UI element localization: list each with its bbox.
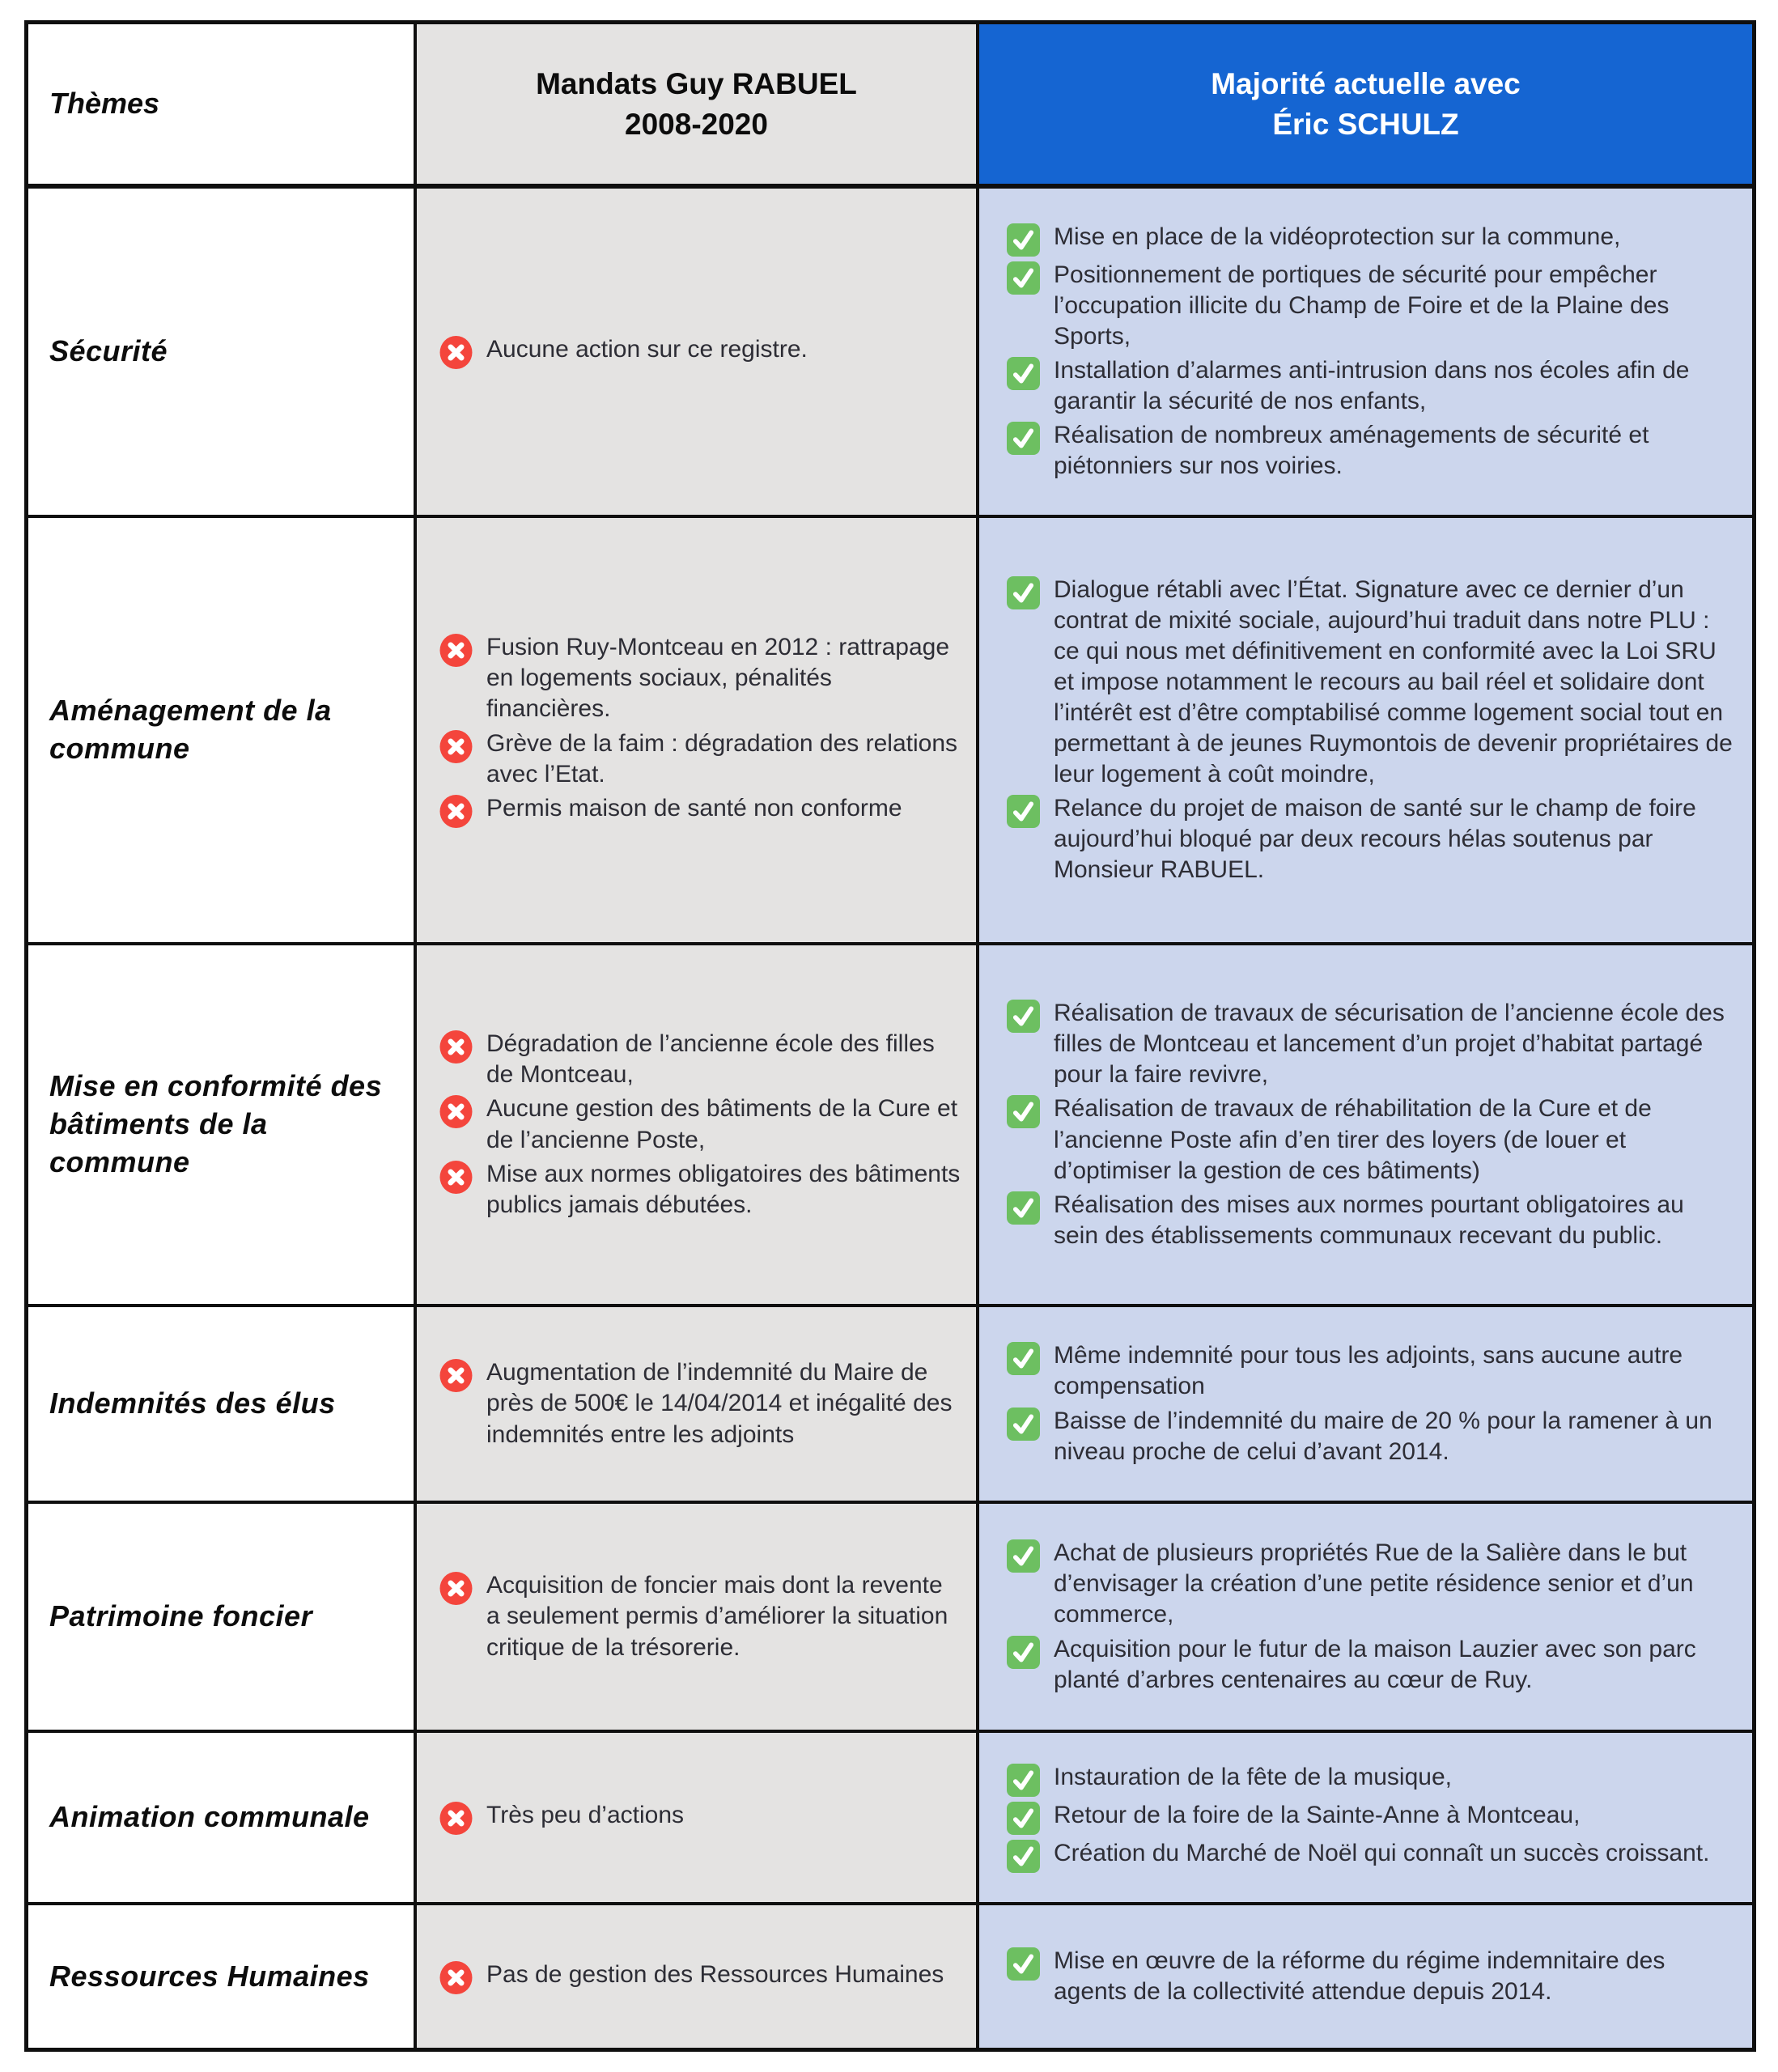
- check-icon: [1007, 1840, 1040, 1873]
- achievement-list: [1007, 1538, 1734, 1695]
- theme-cell: [28, 945, 417, 1304]
- item-text: Instauration de la fête de la musique,: [1054, 1764, 1452, 1790]
- achievement-item: [1007, 1538, 1734, 1630]
- criticism-item: [439, 632, 961, 724]
- criticism-list: [439, 1029, 961, 1221]
- check-icon: [1007, 1095, 1040, 1128]
- achievement-list: [1007, 998, 1734, 1251]
- rabuel-cell: [417, 1905, 979, 2048]
- criticism-item: [439, 1029, 961, 1090]
- check-icon: [1007, 1000, 1040, 1033]
- table-row: [28, 189, 1752, 518]
- achievement-list: [1007, 1762, 1734, 1873]
- achievement-item: [1007, 1406, 1734, 1467]
- theme-cell: [28, 1307, 417, 1501]
- criticism-item: [439, 1357, 961, 1450]
- item-text: Aucune gestion des bâtiments de la Cure et de l’ancienne Poste,: [486, 1095, 958, 1153]
- schulz-header-label: [1211, 64, 1521, 145]
- achievement-item: [1007, 1946, 1734, 2007]
- check-icon: [1007, 1764, 1040, 1797]
- item-text: Positionnement de portiques de sécurité pour empêcher l’occupation illicite du Champ de Foire et de la Plaine des Sports,: [1054, 261, 1670, 350]
- criticism-item: [439, 1093, 961, 1155]
- schulz-header-line1: Majorité actuelle avec: [1211, 66, 1521, 100]
- rabuel-cell: [417, 1307, 979, 1501]
- table-header-row: [28, 24, 1752, 189]
- achievement-item: [1007, 1093, 1734, 1186]
- achievement-item: [1007, 1762, 1734, 1797]
- rabuel-cell: [417, 1733, 979, 1902]
- item-text: Relance du projet de maison de santé sur le champ de foire aujourd’hui bloqué par deux recours hélas soutenus par Monsieur RABUEL.: [1054, 795, 1696, 884]
- theme-cell: [28, 1504, 417, 1730]
- achievement-list: [1007, 1340, 1734, 1467]
- theme-label: Indemnités des élus: [49, 1386, 336, 1420]
- criticism-list: [439, 1570, 961, 1662]
- rabuel-cell: [417, 1504, 979, 1730]
- theme-cell: [28, 518, 417, 942]
- schulz-cell: [979, 189, 1752, 515]
- item-text: Mise aux normes obligatoires des bâtiments publics jamais débutées.: [486, 1160, 961, 1218]
- criticism-item: [439, 1570, 961, 1662]
- schulz-cell: [979, 1504, 1752, 1730]
- schulz-cell: [979, 1307, 1752, 1501]
- item-text: Grève de la faim : dégradation des relations avec l’Etat.: [486, 729, 957, 788]
- criticism-list: [439, 632, 961, 827]
- schulz-cell: [979, 945, 1752, 1304]
- criticism-item: [439, 1959, 961, 1994]
- rabuel-cell: [417, 189, 979, 515]
- rabuel-header-line2: 2008-2020: [625, 107, 768, 141]
- item-text: Dégradation de l’ancienne école des filles de Montceau,: [486, 1030, 935, 1089]
- theme-label: Aménagement de la commune: [49, 694, 332, 765]
- cross-icon: [439, 1802, 473, 1835]
- achievement-list: [1007, 1946, 1734, 2007]
- item-text: Retour de la foire de la Sainte-Anne à Montceau,: [1054, 1802, 1581, 1828]
- table-row: [28, 1504, 1752, 1733]
- header-schulz: [979, 24, 1752, 184]
- theme-label: Mise en conformité des bâtiments de la commune: [49, 1069, 383, 1178]
- criticism-list: [439, 1959, 961, 1994]
- schulz-cell: [979, 518, 1752, 942]
- check-icon: [1007, 223, 1040, 257]
- criticism-item: [439, 793, 961, 828]
- cross-icon: [439, 730, 473, 763]
- check-icon: [1007, 357, 1040, 390]
- achievement-item: [1007, 1800, 1734, 1835]
- item-text: Pas de gestion des Ressources Humaines: [486, 1960, 944, 1988]
- achievement-item: [1007, 998, 1734, 1090]
- item-text: Réalisation de nombreux aménagements de sécurité et piétonniers sur nos voiries.: [1054, 422, 1649, 480]
- item-text: Création du Marché de Noël qui connaît un succès croissant.: [1054, 1840, 1710, 1866]
- theme-label: Sécurité: [49, 334, 168, 368]
- check-icon: [1007, 795, 1040, 828]
- item-text: Permis maison de santé non conforme: [486, 794, 902, 822]
- criticism-item: [439, 1800, 961, 1835]
- item-text: Acquisition pour le futur de la maison Lauzier avec son parc planté d’arbres centenaires au cœur de Ruy.: [1054, 1635, 1696, 1693]
- achievement-item: [1007, 222, 1734, 257]
- check-icon: [1007, 1191, 1040, 1225]
- item-text: Achat de plusieurs propriétés Rue de la Salière dans le but d’envisager la création d’une petite résidence senior et d’un commerce,: [1054, 1539, 1694, 1628]
- item-text: Réalisation de travaux de sécurisation de l’ancienne école des filles de Montceau et lancement d’un projet d’habitat partagé pour la faire revivre,: [1054, 1000, 1725, 1089]
- table-row: [28, 1307, 1752, 1504]
- achievement-item: [1007, 1634, 1734, 1696]
- item-text: Aucune action sur ce registre.: [486, 336, 808, 363]
- comparison-table: [24, 20, 1756, 2052]
- header-themes: [28, 24, 417, 184]
- cross-icon: [439, 1030, 473, 1064]
- cross-icon: [439, 336, 473, 369]
- rabuel-header-label: [536, 64, 857, 145]
- item-text: Installation d’alarmes anti-intrusion dans nos écoles afin de garantir la sécurité de nos enfants,: [1054, 356, 1690, 415]
- achievement-item: [1007, 355, 1734, 417]
- achievement-item: [1007, 793, 1734, 885]
- item-text: Baisse de l’indemnité du maire de 20 % pour la ramener à un niveau proche de celui d’avant 2014.: [1054, 1407, 1712, 1465]
- item-text: Mise en place de la vidéoprotection sur la commune,: [1054, 223, 1621, 250]
- rabuel-cell: [417, 945, 979, 1304]
- cross-icon: [439, 634, 473, 667]
- table-row: [28, 1733, 1752, 1905]
- table-row: [28, 1905, 1752, 2048]
- item-text: Fusion Ruy-Montceau en 2012 : rattrapage en logements sociaux, pénalités financières.: [486, 634, 950, 723]
- cross-icon: [439, 1961, 473, 1994]
- theme-label: Animation communale: [49, 1800, 370, 1834]
- check-icon: [1007, 1539, 1040, 1573]
- rabuel-header-line1: Mandats Guy RABUEL: [536, 66, 857, 100]
- achievement-item: [1007, 1190, 1734, 1251]
- schulz-cell: [979, 1905, 1752, 2048]
- achievement-list: [1007, 575, 1734, 886]
- achievement-item: [1007, 260, 1734, 352]
- achievement-item: [1007, 575, 1734, 791]
- check-icon: [1007, 422, 1040, 455]
- item-text: Réalisation des mises aux normes pourtant obligatoires au sein des établissements communaux recevant du public.: [1054, 1191, 1684, 1249]
- table-row: [28, 945, 1752, 1307]
- rabuel-cell: [417, 518, 979, 942]
- item-text: Très peu d’actions: [486, 1802, 685, 1828]
- themes-header-label: Thèmes: [49, 87, 160, 121]
- criticism-list: [439, 334, 961, 369]
- criticism-list: [439, 1800, 961, 1835]
- check-icon: [1007, 1947, 1040, 1981]
- check-icon: [1007, 1802, 1040, 1835]
- table-body: [28, 189, 1752, 2048]
- criticism-list: [439, 1357, 961, 1450]
- header-rabuel: [417, 24, 979, 184]
- cross-icon: [439, 1572, 473, 1605]
- item-text: Réalisation de travaux de réhabilitation de la Cure et de l’ancienne Poste afin d’en tirer des loyers (de louer et d’optimiser la gestion de ces bâtiments): [1054, 1095, 1652, 1184]
- check-icon: [1007, 576, 1040, 609]
- theme-label: Ressources Humaines: [49, 1959, 370, 1993]
- check-icon: [1007, 1408, 1040, 1441]
- item-text: Augmentation de l’indemnité du Maire de près de 500€ le 14/04/2014 et inégalité des indemnités entre les adjoints: [486, 1359, 953, 1448]
- check-icon: [1007, 261, 1040, 295]
- cross-icon: [439, 1095, 473, 1128]
- criticism-item: [439, 1159, 961, 1221]
- schulz-header-line2: Éric SCHULZ: [1272, 107, 1459, 141]
- cross-icon: [439, 1161, 473, 1194]
- schulz-cell: [979, 1733, 1752, 1902]
- item-text: Acquisition de foncier mais dont la revente a seulement permis d’améliorer la situation critique de la trésorerie.: [486, 1572, 948, 1661]
- theme-cell: [28, 1733, 417, 1902]
- theme-cell: [28, 189, 417, 515]
- achievement-item: [1007, 420, 1734, 482]
- table-row: [28, 518, 1752, 945]
- achievement-item: [1007, 1838, 1734, 1873]
- item-text: Même indemnité pour tous les adjoints, sans aucune autre compensation: [1054, 1342, 1683, 1400]
- check-icon: [1007, 1636, 1040, 1669]
- cross-icon: [439, 1359, 473, 1392]
- theme-label: Patrimoine foncier: [49, 1599, 313, 1633]
- achievement-item: [1007, 1340, 1734, 1402]
- theme-cell: [28, 1905, 417, 2048]
- achievement-list: [1007, 222, 1734, 482]
- check-icon: [1007, 1342, 1040, 1375]
- item-text: Dialogue rétabli avec l’État. Signature avec ce dernier d’un contrat de mixité sociale, aujourd’hui traduit dans notre PLU : ce qui nous met définitivement en conformité avec la Loi SRU et impose notamment le recours au bail réel et solidaire dont l’intérêt est d’être comptabilisé comme logement social tout en permettant à de jeunes Ruymontois de devenir propriétaires de leur logement à coût moindre,: [1054, 575, 1733, 788]
- item-text: Mise en œuvre de la réforme du régime indemnitaire des agents de la collectivité attendue depuis 2014.: [1054, 1947, 1666, 2005]
- criticism-item: [439, 728, 961, 790]
- criticism-item: [439, 334, 961, 369]
- cross-icon: [439, 795, 473, 828]
